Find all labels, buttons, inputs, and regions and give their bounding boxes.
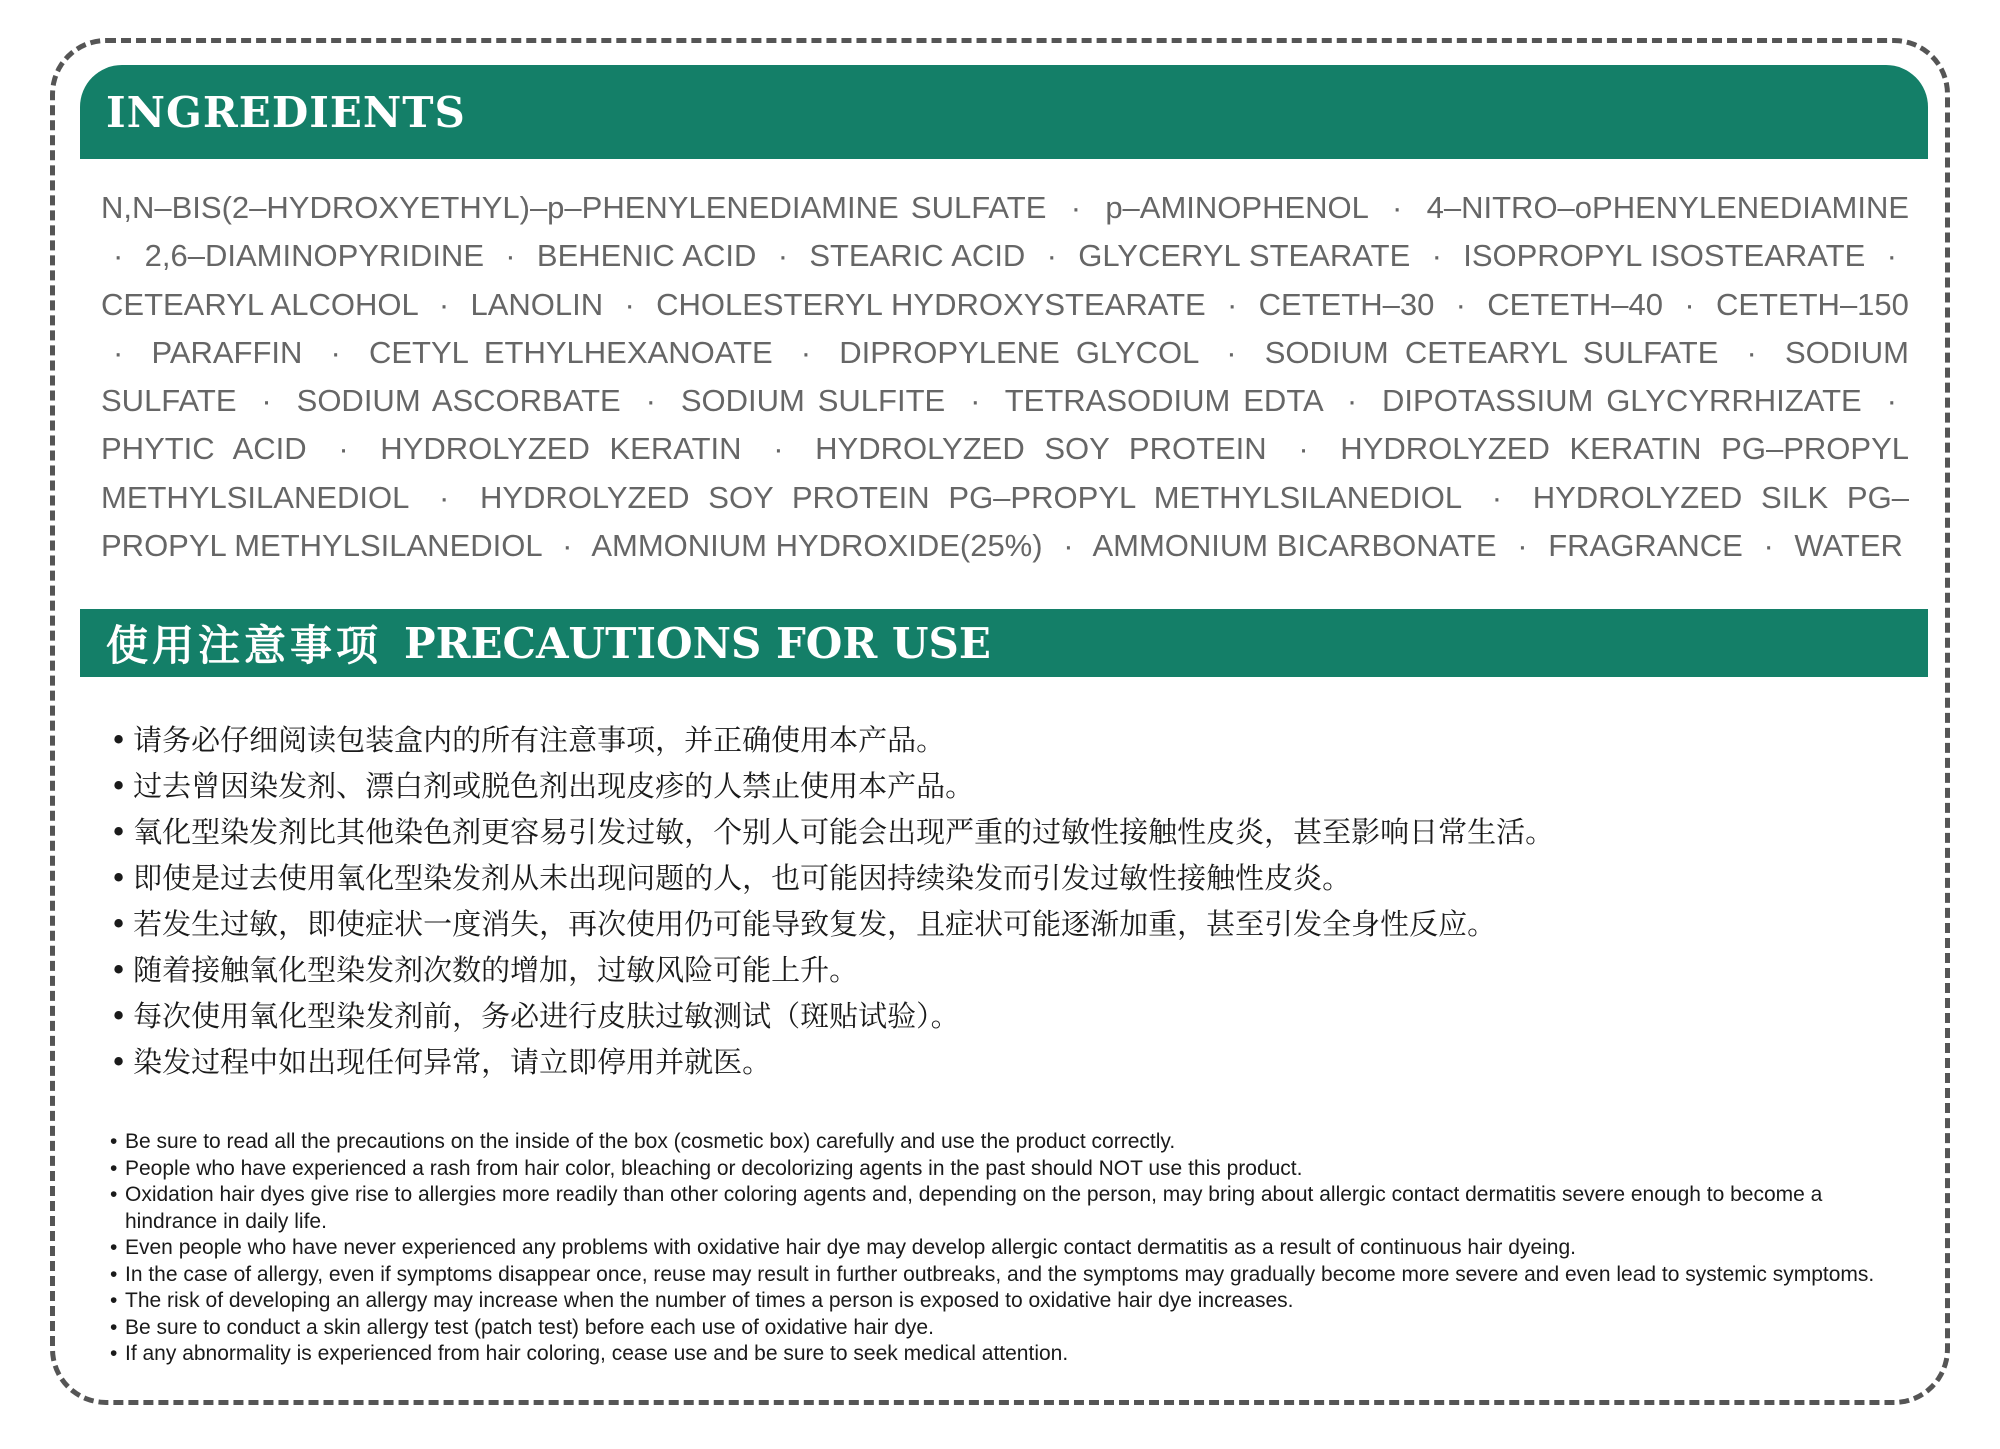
- precaution-text-en: Be sure to read all the precautions on the inside of the box (cosmetic box) carefully and use the product correctly.: [125, 1130, 1176, 1153]
- precautions-list-en: [110, 1129, 1910, 1368]
- ingredient-item: N,N–BIS(2–HYDROXYETHYL)–p–PHENYLENEDIAMINE SULFATE: [101, 190, 1047, 225]
- ingredient-separator: ·: [773, 431, 784, 467]
- ingredient-separator: ·: [113, 238, 124, 274]
- precautions-title-en: PRECAUTIONS FOR USE: [404, 618, 991, 668]
- ingredient-item: HYDROLYZED SOY PROTEIN PG–PROPYL METHYLSILANEDIOL: [479, 479, 1461, 515]
- ingredient-item: DIPOTASSIUM GLYCYRRHIZATE: [1382, 383, 1862, 419]
- ingredient-separator: ·: [330, 334, 341, 370]
- ingredient-separator: ·: [1431, 238, 1442, 274]
- precaution-item-en: [110, 1156, 1910, 1183]
- ingredient-separator: ·: [1684, 286, 1695, 322]
- ingredient-item: SODIUM SULFITE: [680, 383, 946, 419]
- ingredient-item: p–AMINOPHENOL: [1105, 190, 1368, 225]
- ingredient-separator: ·: [1392, 190, 1403, 225]
- ingredient-item: HYDROLYZED SOY PROTEIN: [815, 431, 1267, 467]
- ingredient-separator: ·: [624, 286, 635, 322]
- ingredient-item: HYDROLYZED SILK PG–PROPYL METHYLSILANEDIOL: [101, 479, 1909, 564]
- ingredients-list: [101, 184, 1909, 570]
- ingredient-separator: ·: [562, 528, 573, 564]
- ingredient-item: 4–NITRO–oPHENYLENEDIAMINE: [1426, 190, 1910, 225]
- ingredient-item: PHYTIC ACID: [101, 431, 307, 467]
- ingredient-item: PARAFFIN: [151, 334, 303, 370]
- ingredient-item: HYDROLYZED KERATIN PG–PROPYL METHYLSILANEDIOL: [101, 431, 1909, 515]
- precaution-text-en: Be sure to conduct a skin allergy test (patch test) before each use of oxidative hair dye.: [125, 1315, 934, 1339]
- ingredient-item: SODIUM CETEARYL SULFATE: [1264, 334, 1719, 370]
- ingredient-item: CETETH–150: [1715, 286, 1909, 322]
- ingredient-separator: ·: [113, 334, 124, 370]
- precaution-text-en: The risk of developing an allergy may increase when the number of times a person is exposed to oxidative hair dye increases.: [125, 1289, 1294, 1312]
- precaution-item-en: [110, 1129, 1910, 1156]
- ingredient-separator: ·: [1346, 383, 1358, 419]
- ingredient-separator: ·: [645, 383, 656, 419]
- precautions-header: [80, 609, 1928, 677]
- ingredient-item: DIPROPYLENE GLYCOL: [839, 334, 1199, 370]
- ingredient-item: FRAGRANCE: [1548, 528, 1743, 564]
- precautions-title-cn: 使用注意事项: [106, 621, 383, 670]
- label-card: [50, 38, 1950, 1405]
- precaution-item-en: [110, 1288, 1910, 1315]
- precaution-text-en: People who have experienced a rash from hair color, bleaching or decolorizing agents in the past should NOT use this product.: [125, 1156, 1303, 1180]
- ingredient-item: CETETH–30: [1258, 286, 1435, 322]
- ingredient-separator: ·: [1517, 528, 1528, 564]
- ingredient-item: BEHENIC ACID: [536, 238, 757, 274]
- ingredient-separator: ·: [970, 383, 981, 419]
- precaution-item-cn: • 随着接触氧化型染发剂次数的增加，过敏风险可能上升。: [110, 947, 1910, 993]
- ingredient-separator: ·: [1886, 238, 1897, 274]
- ingredients-title: INGREDIENTS: [106, 87, 466, 137]
- precaution-text-en: Oxidation hair dyes give rise to allergies more readily than other coloring agents and, depending on the person, may bring about allergic contact dermatitis severe enough to become a hindrance in daily life.: [125, 1183, 1823, 1233]
- ingredient-separator: ·: [1298, 431, 1309, 467]
- ingredient-item: WATER: [1794, 528, 1903, 564]
- ingredient-separator: ·: [1491, 479, 1503, 515]
- precaution-text-en: Even people who have never experienced any problems with oxidative hair dye may develop allergic contact dermatitis as a result of continuous hair dyeing.: [125, 1236, 1576, 1259]
- precaution-item-cn: • 氧化型染发剂比其他染色剂更容易引发过敏，个别人可能会出现严重的过敏性接触性皮炎，甚至影响日常生活。: [110, 809, 1910, 855]
- ingredient-item: STEARIC ACID: [809, 238, 1026, 274]
- ingredient-separator: ·: [1455, 286, 1466, 322]
- ingredient-separator: ·: [1763, 528, 1774, 564]
- ingredient-separator: ·: [261, 383, 272, 419]
- precaution-item-cn: • 染发过程中如出现任何异常，请立即停用并就医。: [110, 1039, 1910, 1085]
- ingredient-item: SODIUM ASCORBATE: [296, 383, 621, 419]
- ingredient-item: LANOLIN: [470, 286, 604, 322]
- precautions-list-cn: [110, 717, 1910, 1085]
- precaution-text-en: If any abnormality is experienced from hair coloring, cease use and be sure to seek medical attention.: [125, 1342, 1069, 1365]
- precaution-item-en: [110, 1341, 1910, 1368]
- ingredients-header: [80, 65, 1928, 159]
- ingredient-item: CETYL ETHYLHEXANOATE: [368, 334, 773, 370]
- ingredient-separator: ·: [438, 479, 450, 515]
- ingredient-item: SODIUM SULFATE: [101, 334, 1909, 419]
- ingredient-item: CETEARYL ALCOHOL: [101, 286, 418, 322]
- ingredient-separator: ·: [1063, 528, 1074, 564]
- precaution-item-en: [110, 1182, 1910, 1235]
- precaution-item-en: [110, 1315, 1910, 1342]
- precaution-item-en: [110, 1235, 1910, 1262]
- ingredient-item: TETRASODIUM EDTA: [1004, 383, 1322, 419]
- ingredient-separator: ·: [777, 238, 789, 274]
- precaution-item-cn: • 过去曾因染发剂、漂白剂或脱色剂出现皮疹的人禁止使用本产品。: [110, 763, 1910, 809]
- precaution-item-en: [110, 1262, 1910, 1289]
- ingredient-item: 2,6–DIAMINOPYRIDINE: [144, 238, 484, 274]
- ingredient-separator: ·: [1227, 286, 1238, 322]
- ingredient-item: CETETH–40: [1487, 286, 1664, 322]
- ingredient-item: GLYCERYL STEARATE: [1078, 238, 1411, 274]
- precaution-item-cn: • 若发生过敏，即使症状一度消失，再次使用仍可能导致复发，且症状可能逐渐加重，甚至引发全身性反应。: [110, 901, 1910, 947]
- precaution-text-en: In the case of allergy, even if symptoms disappear once, reuse may result in further outbreaks, and the symptoms may gradually become more severe and even lead to systemic symptoms.: [125, 1262, 1875, 1286]
- ingredient-separator: ·: [505, 238, 516, 274]
- ingredient-separator: ·: [1886, 383, 1897, 419]
- precaution-item-cn: • 每次使用氧化型染发剂前，务必进行皮肤过敏测试（斑贴试验）。: [110, 993, 1910, 1039]
- ingredient-item: HYDROLYZED KERATIN: [380, 431, 742, 467]
- precaution-item-cn: • 即使是过去使用氧化型染发剂从未出现问题的人，也可能因持续染发而引发过敏性接触性皮炎。: [110, 855, 1910, 901]
- ingredient-separator: ·: [1226, 334, 1237, 370]
- ingredient-separator: ·: [1746, 334, 1757, 370]
- ingredient-separator: ·: [338, 431, 349, 467]
- ingredient-separator: ·: [438, 286, 450, 322]
- ingredient-separator: ·: [800, 334, 812, 370]
- ingredient-separator: ·: [1070, 190, 1082, 225]
- ingredient-item: AMMONIUM BICARBONATE: [1092, 528, 1497, 564]
- ingredient-item: AMMONIUM HYDROXIDE(25%): [591, 528, 1043, 564]
- ingredient-separator: ·: [1046, 238, 1057, 274]
- ingredient-item: CHOLESTERYL HYDROXYSTEARATE: [656, 286, 1206, 322]
- ingredient-item: ISOPROPYL ISOSTEARATE: [1463, 238, 1866, 274]
- precaution-item-cn: • 请务必仔细阅读包装盒内的所有注意事项，并正确使用本产品。: [110, 717, 1910, 763]
